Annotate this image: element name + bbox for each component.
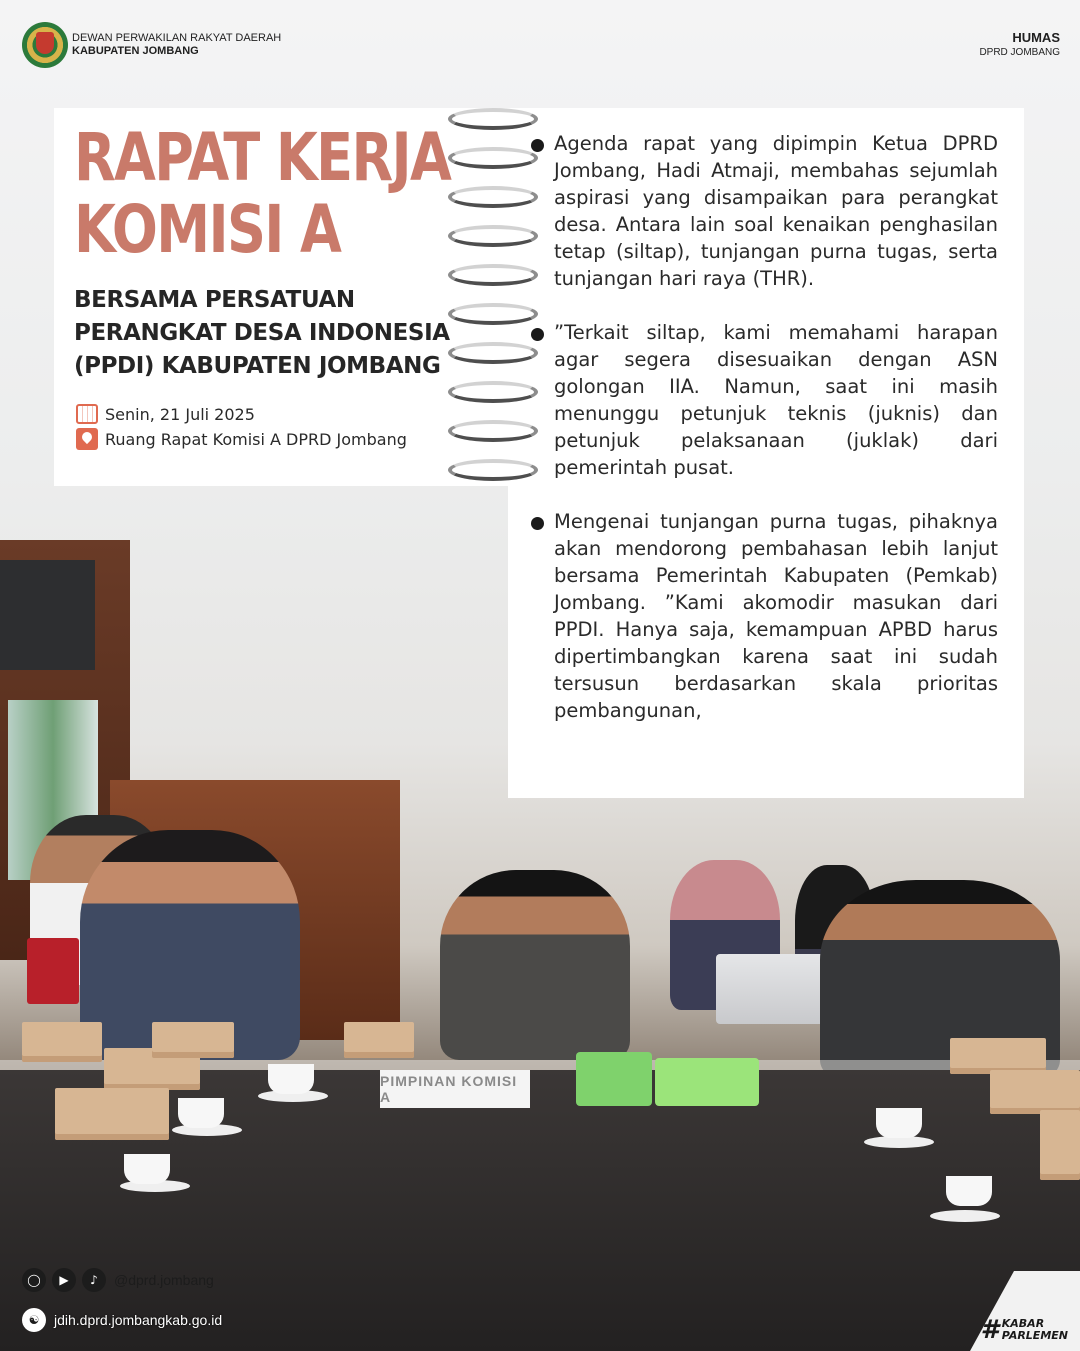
youtube-icon[interactable]: ▶: [52, 1268, 76, 1292]
photo-snack-box: [950, 1038, 1046, 1074]
bullet-item: Mengenai tunjangan purna tugas, pihaknya akan mendorong pembahasan lebih lanjut bersama Pemerintah Kabupaten (Pemkab) Jombang. ”Kami akomodir masukan dari PPDI. Hanya saja, kemampuan APBD harus dipertimbangkan karena saat ini sudah tersusun berdasarkan skala prioritas pembangunan,: [554, 510, 998, 722]
tiktok-icon[interactable]: ♪: [82, 1268, 106, 1292]
photo-cup: [268, 1064, 314, 1094]
social-links: [22, 1268, 214, 1292]
binder-ring-icon: [448, 420, 538, 442]
content-card: [508, 108, 1024, 798]
photo-snack-box: [22, 1022, 102, 1062]
binder-ring-icon: [448, 381, 538, 403]
photo-cup: [124, 1154, 170, 1184]
photo-tissue-box: [655, 1058, 759, 1106]
photo-snack-box: [990, 1070, 1080, 1114]
binder-rings: [448, 104, 544, 494]
photo-cup: [946, 1176, 992, 1206]
binder-ring-icon: [448, 225, 538, 247]
humas-subtitle: DPRD JOMBANG: [979, 47, 1060, 58]
page-title: [74, 119, 451, 268]
bullet-list: [554, 130, 998, 751]
globe-icon: ☯: [22, 1308, 46, 1332]
photo-snack-box: [152, 1022, 234, 1058]
photo-person: [440, 870, 630, 1060]
instagram-icon[interactable]: ◯: [22, 1268, 46, 1292]
photo-laptop: [27, 938, 79, 1004]
bullet-item: ”Terkait siltap, kami memahami harapan agar segera disesuaikan dengan ASN golongan IIA. Namun, saat ini masih menunggu petunjuk teknis (juknis) dan petunjuk pelaksanaan (juklak) dari pemerintah pusat.: [554, 321, 998, 479]
org-name: [72, 32, 281, 58]
photo-cup: [876, 1108, 922, 1138]
binder-ring-icon: [448, 459, 538, 481]
title-line2: KOMISI A: [74, 191, 341, 268]
photo-snack-box: [1040, 1110, 1080, 1180]
humas-label: [979, 30, 1060, 58]
binder-ring-icon: [448, 342, 538, 364]
humas-title: HUMAS: [1012, 30, 1060, 45]
event-date-text: Senin, 21 Juli 2025: [105, 404, 255, 424]
event-place: [76, 428, 407, 450]
photo-binders: [0, 560, 95, 670]
photo-snack-box: [55, 1088, 169, 1140]
bullet-item: Agenda rapat yang dipimpin Ketua DPRD Jombang, Hadi Atmaji, membahas sejumlah aspirasi yang disampaikan para perangkat desa. Antara lain soal kenaikan penghasilan tetap (siltap), tunjangan purna tugas, serta tunjangan hari raya (THR).: [554, 132, 998, 290]
event-date: [76, 404, 255, 424]
social-handle[interactable]: @dprd.jombang: [114, 1272, 214, 1288]
tag-line2: PARLEMEN: [1001, 1329, 1068, 1342]
website-link: [22, 1308, 222, 1332]
hashtag-icon: #: [980, 1315, 999, 1345]
kabar-parlemen-tag: [981, 1317, 1068, 1343]
event-place-text: Ruang Rapat Komisi A DPRD Jombang: [105, 429, 407, 449]
dprd-logo: [22, 22, 68, 68]
photo-tissue-box: [576, 1052, 652, 1106]
photo-nameplate: PIMPINAN KOMISI A: [380, 1070, 530, 1108]
binder-ring-icon: [448, 264, 538, 286]
photo-saucer: [930, 1210, 1000, 1222]
org-line1: DEWAN PERWAKILAN RAKYAT DAERAH: [72, 32, 282, 44]
binder-ring-icon: [448, 303, 538, 325]
binder-ring-icon: [448, 108, 538, 130]
title-line1: RAPAT KERJA: [74, 119, 451, 196]
page-subtitle: BERSAMA PERSATUAN PERANGKAT DESA INDONESIA (PPDI) KABUPATEN JOMBANG: [74, 287, 450, 379]
tag-line1: KABAR: [1001, 1317, 1045, 1330]
photo-snack-box: [344, 1022, 414, 1058]
website-url[interactable]: jdih.dprd.jombangkab.go.id: [54, 1312, 223, 1328]
calendar-icon: [76, 404, 98, 424]
title-card: [54, 108, 514, 486]
photo-laptop: [716, 954, 824, 1024]
photo-cup: [178, 1098, 224, 1128]
org-line2: KABUPATEN JOMBANG: [72, 45, 199, 57]
binder-ring-icon: [448, 147, 538, 169]
location-pin-icon: [76, 428, 98, 450]
binder-ring-icon: [448, 186, 538, 208]
